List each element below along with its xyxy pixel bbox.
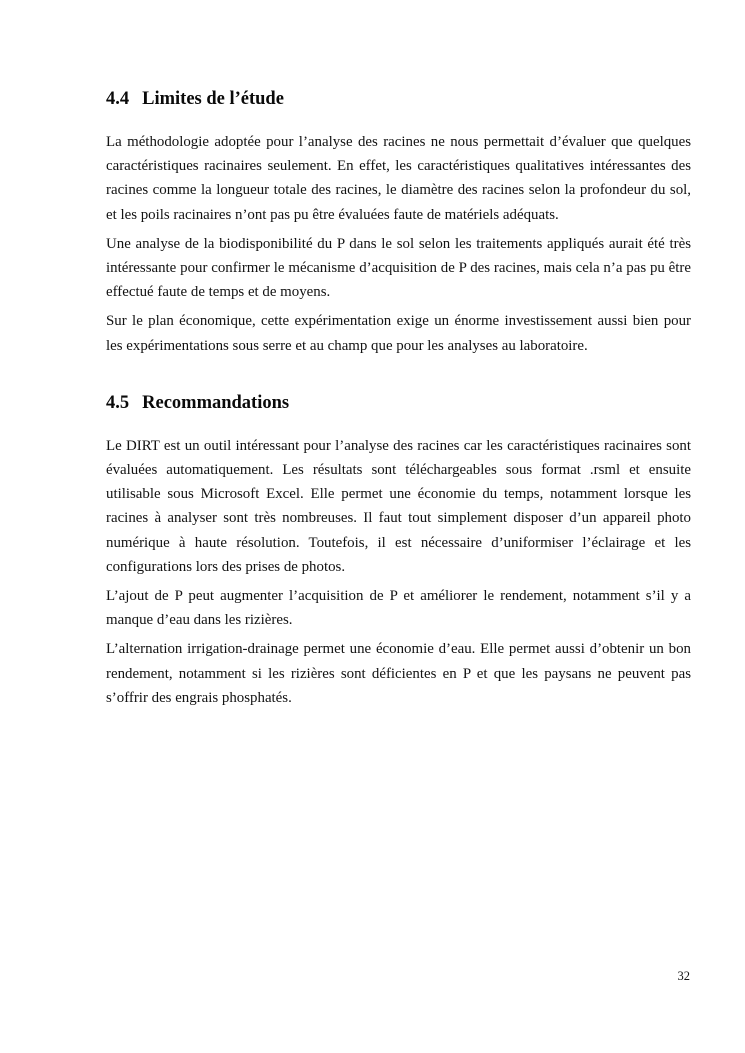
paragraph: La méthodologie adoptée pour l’analyse des racines ne nous permettait d’évaluer que quelques caractéristiques racinaires seulement. En effet, les caractéristiques qualitatives intéressantes des racines comme la longueur totale des racines, le diamètre des racines selon la profondeur du sol, et les poils racinaires n’ont pas pu être évaluées faute de matériels adéquats. <box>106 134 691 223</box>
section-number: 4.5 <box>106 392 130 413</box>
section-number: 4.4 <box>106 89 130 109</box>
section-title: Recommandations <box>142 392 290 413</box>
section-heading <box>106 392 691 415</box>
page-number: 32 <box>677 969 690 983</box>
paragraph: Une analyse de la biodisponibilité du P dans le sol selon les traitements appliqués aurait été très intéressante pour confirmer le mécanisme d’acquisition de P des racines, mais cela n’a pas pu être effectué faute de temps et de moyens. <box>106 235 691 301</box>
paragraph: Le DIRT est un outil intéressant pour l’analyse des racines car les caractéristiques racinaires sont évaluées automatiquement. Les résultats sont téléchargeables sous format .rsml et ensuite utilisable sous Microsoft Excel. Elle permet une économie du temps, notamment lorsque les racines à analyser sont très nombreuses. Il faut tout simplement disposer d’un appareil photo numérique à haute résolution. Toutefois, il est nécessaire d’uniformiser l’éclairage et les configurations lors des prises de photos. <box>106 437 691 575</box>
section-limites-de-letude <box>106 88 691 358</box>
section-title: Limites de l’étude <box>142 89 284 109</box>
paragraph: Sur le plan économique, cette expérimentation exige un énorme investissement aussi bien pour les expérimentations sous serre et au champ que pour les analyses au laboratoire. <box>106 313 691 354</box>
paragraph: L’ajout de P peut augmenter l’acquisition de P et améliorer le rendement, notamment s’il y a manque d’eau dans les rizières. <box>106 588 691 629</box>
page-content <box>106 88 691 715</box>
section-recommandations <box>106 392 691 710</box>
paragraph: L’alternation irrigation-drainage permet une économie d’eau. Elle permet aussi d’obtenir un bon rendement, notamment si les rizières sont déficientes en P et que les paysans ne peuvent pas s’offrir des engrais phosphatés. <box>106 641 691 706</box>
section-heading <box>106 88 691 111</box>
